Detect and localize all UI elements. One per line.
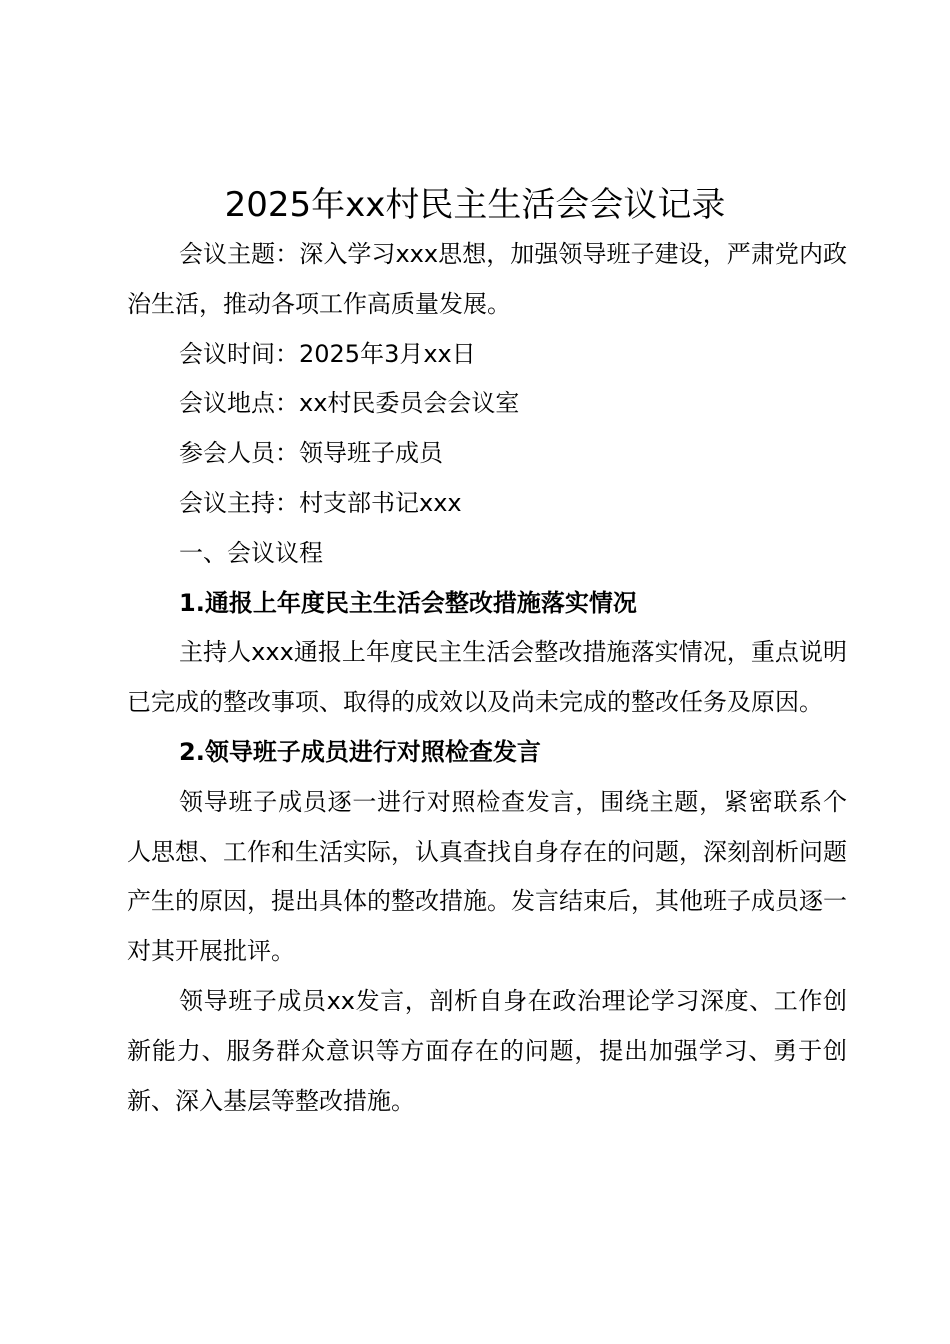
document-title: 2025年xx村民主生活会会议记录 (224, 185, 726, 225)
agenda-item-2-speech: 领导班子成员xx发言，剖析自身在政治理论学习深度、工作创新能力、服务群众意识等方面存在的问题，提出加强学习、勇于创新、深入基层等整改措施。 (127, 986, 847, 1115)
document-body (127, 230, 847, 1126)
agenda-item-1-heading: 1.通报上年度民主生活会整改措施落实情况 (179, 588, 637, 617)
agenda-item-1-body: 主持人xxx通报上年度民主生活会整改措施落实情况，重点说明已完成的整改事项、取得的成效以及尚未完成的整改任务及原因。 (127, 638, 847, 717)
paragraph-meeting-theme: 会议主题：深入学习xxx思想，加强领导班子建设，严肃党内政治生活，推动各项工作高质量发展。 (127, 240, 847, 318)
paragraph-meeting-location: 会议地点：xx村民委员会会议室 (179, 389, 520, 418)
agenda-item-2-heading: 2.领导班子成员进行对照检查发言 (179, 737, 541, 766)
paragraph-attendees: 参会人员：领导班子成员 (179, 439, 443, 468)
paragraph-meeting-time: 会议时间：2025年3月xx日 (179, 339, 476, 368)
agenda-item-2-body: 领导班子成员逐一进行对照检查发言，围绕主题，紧密联系个人思想、工作和生活实际，认真查找自身存在的问题，深刻剖析问题产生的原因，提出具体的整改措施。发言结束后，其他班子成员逐一对其开展批评。 (127, 787, 847, 966)
section-heading-agenda: 一、会议议程 (179, 538, 323, 567)
paragraph-host: 会议主持：村支部书记xxx (179, 488, 462, 517)
